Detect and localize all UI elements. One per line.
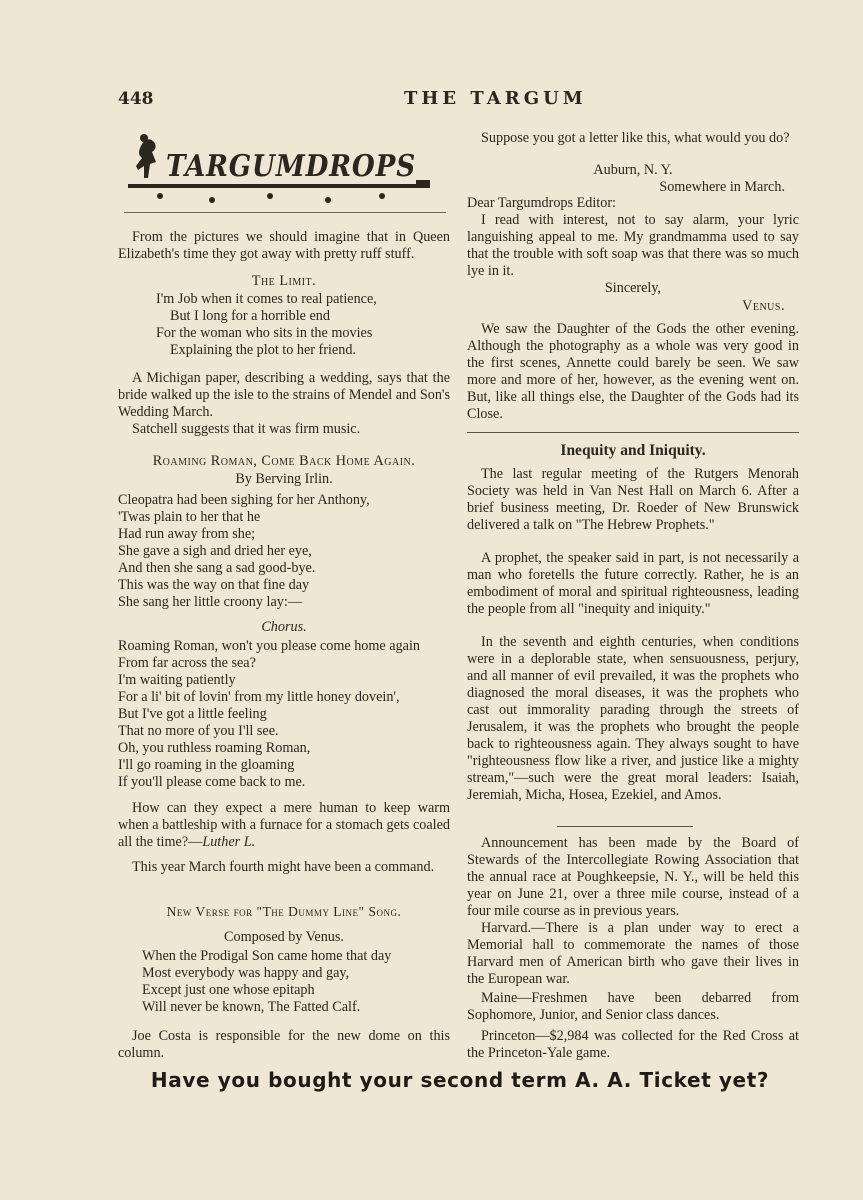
verse-line: When the Prodigal Son came home that day: [142, 948, 392, 964]
letter-closing: Sincerely,: [604, 280, 662, 296]
letter-signature: Venus.: [742, 298, 785, 314]
targumdrops-logo: [120, 130, 440, 210]
short-divider: [557, 826, 693, 827]
paragraph: The last regular meeting of the Rutgers Menorah Society was held in Van Nest Hall on March 6. After a brief business meeting, Dr. Roeder of New Brunswick delivered a talk on "The Hebrew Prophets.": [467, 466, 799, 533]
signature: Luther L.: [202, 834, 256, 850]
verse-line: I'll go roaming in the gloaming: [118, 757, 295, 773]
verse-line: She sang her little croony lay:—: [118, 594, 303, 610]
section-title-song: Roaming Roman, Come Back Home Again.: [152, 453, 416, 469]
verse-line: She gave a sigh and dried her eye,: [118, 543, 312, 559]
letter-salutation: Dear Targumdrops Editor:: [467, 195, 616, 211]
running-title: THE TARGUM: [404, 88, 587, 109]
verse-line: Except just one whose epitaph: [142, 982, 315, 998]
divider: [467, 432, 799, 433]
paragraph: Harvard.—There is a plan under way to erect a Memorial hall to commemorate the names of those Harvard men of American birth who gave their lives in the European war.: [467, 920, 799, 987]
section-title-limit: The Limit.: [251, 273, 317, 289]
verse-line: Roaming Roman, won't you please come home again: [118, 638, 421, 654]
chorus-label: Chorus.: [261, 619, 307, 635]
paragraph: Maine—Freshmen have been debarred from Sophomore, Junior, and Senior class dances.: [467, 990, 799, 1023]
paragraph-text: How can they expect a mere human to keep warm when a battleship with a furnace for a stomach gets coaled all the time?—: [118, 800, 450, 850]
verse-line: Explaining the plot to her friend.: [170, 342, 356, 358]
letter-date: Somewhere in March.: [659, 179, 785, 195]
verse-line: And then she sang a sad good-bye.: [118, 560, 316, 576]
letter-body: I read with interest, not to say alarm, your lyric languishing appeal to me. My grandmamma used to say that the trouble with soft soap was that there was so much lye in it.: [467, 212, 799, 279]
verse-line: Cleopatra had been sighing for her Anthony,: [118, 492, 370, 508]
verse-dummy-line: [142, 948, 448, 1016]
footer-banner: Have you bought your second term A. A. Ticket yet?: [150, 1068, 770, 1092]
article-heading: Inequity and Iniquity.: [560, 442, 706, 459]
verse-line: I'm Job when it comes to real patience,: [156, 291, 377, 307]
paragraph: Announcement has been made by the Board of Stewards of the Intercollegiate Rowing Association that the annual race at Poughkeepsie, N. Y., will be held this year on June 21, over a three mile course, instead of a four mile course as in previous years.: [467, 835, 799, 919]
verse-line: That no more of you I'll see.: [118, 723, 279, 739]
verse-line: This was the way on that fine day: [118, 577, 310, 593]
verse-line: Oh, you ruthless roaming Roman,: [118, 740, 311, 756]
verse-line: Will never be known, The Fatted Calf.: [142, 999, 361, 1015]
letter-place: Auburn, N. Y.: [593, 162, 673, 178]
paragraph: A Michigan paper, describing a wedding, says that the bride walked up the isle to the strains of Mendel and Son's Wedding March.: [118, 370, 450, 420]
verse-line: But I've got a little feeling: [118, 706, 267, 722]
paragraph: This year March fourth might have been a command.: [132, 859, 435, 875]
song-author: By Berving Irlin.: [235, 471, 333, 487]
paragraph: [118, 800, 450, 851]
paragraph: In the seventh and eighth centuries, when conditions were in a deplorable state, when sensuousness, perjury, and all manner of evil prevailed, it was the prophets who diagnosed the moral diseases, it was the prophets who cast out immorality parading through the streets of Jerusalem, it was the prophets who brought the people back to righteousness again. They always sought to have "righteousness flow like a river, and justice like a mighty stream,"—such were the great moral leaders: Isaiah, Jeremiah, Micha, Hosea, Ezekiel, and Amos.: [467, 634, 799, 803]
verse-song: [118, 492, 450, 611]
paragraph: Satchell suggests that it was firm music.: [132, 421, 361, 437]
verse-line: From far across the sea?: [118, 655, 256, 671]
page-number: 448: [118, 89, 154, 109]
verse-line: For a li' bit of lovin' from my little honey dovein',: [118, 689, 400, 705]
verse-chorus: [118, 638, 450, 791]
section-title-verse: New Verse for "The Dummy Line" Song.: [166, 904, 402, 919]
verse-line: If you'll please come back to me.: [118, 774, 306, 790]
paragraph: Princeton—$2,984 was collected for the Red Cross at the Princeton-Yale game.: [467, 1028, 799, 1061]
paragraph: Joe Costa is responsible for the new dome on this column.: [118, 1028, 450, 1061]
verse-author: Composed by Venus.: [224, 929, 344, 945]
verse-line: For the woman who sits in the movies: [156, 325, 373, 341]
verse-line: Most everybody was happy and gay,: [142, 965, 350, 981]
logo-text: TARGUMDROPS: [166, 149, 416, 184]
paragraph: We saw the Daughter of the Gods the other evening. Although the photography as a whole was very good in the first scenes, Annette could barely be seen. We saw more and more of her, however, as the evening went on. But, like all things else, the Daughter of the Gods had its Close.: [467, 321, 799, 422]
paragraph: Suppose you got a letter like this, what would you do?: [481, 130, 790, 146]
paragraph: A prophet, the speaker said in part, is not necessarily a man who foretells the future correctly. Rather, he is an embodiment of moral and spiritual righteousness, leading the people from all "inequity and iniquity.": [467, 550, 799, 617]
verse-line: 'Twas plain to her that he: [118, 509, 261, 525]
verse-line: I'm waiting patiently: [118, 672, 236, 688]
paragraph: From the pictures we should imagine that in Queen Elizabeth's time they got away with pretty ruff stuff.: [118, 229, 450, 262]
logo-underline: [124, 212, 446, 213]
verse-line: Had run away from she;: [118, 526, 256, 542]
verse-line: But I long for a horrible end: [170, 308, 330, 324]
verse-limit: [156, 291, 446, 359]
